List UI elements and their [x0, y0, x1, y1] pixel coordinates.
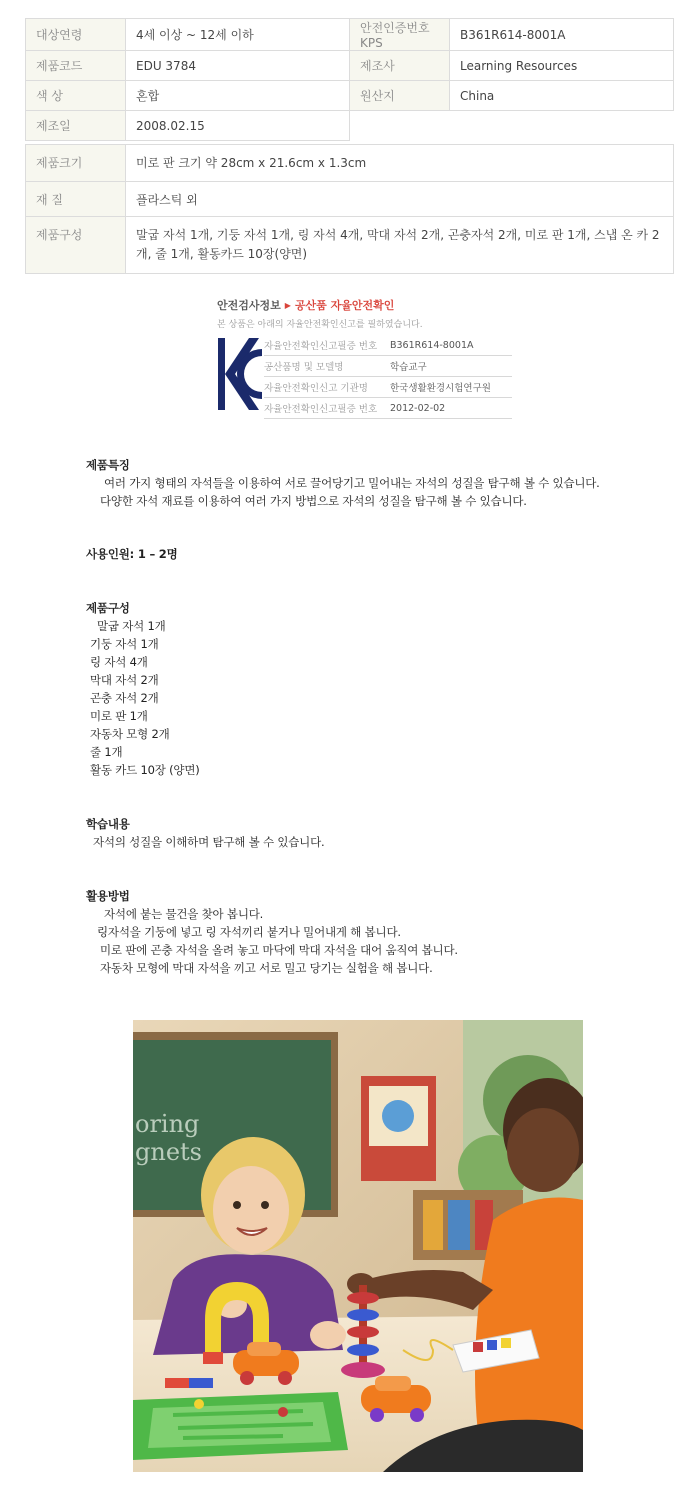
table-row: [26, 19, 674, 51]
learning-title: 학습내용: [86, 817, 130, 831]
spec-label: 제조일: [26, 111, 126, 141]
safety-info: [217, 297, 517, 422]
component-item: 말굽 자석 1개: [97, 619, 166, 633]
spec-value: China: [450, 81, 674, 111]
safety-value: 한국생활환경시험연구원: [390, 383, 491, 394]
safety-row: [264, 377, 512, 398]
spec-label: 안전인증번호KPS: [350, 19, 450, 51]
safety-value: 학습교구: [390, 362, 427, 373]
table-row: [26, 182, 674, 217]
usage-line: 자석에 붙는 물건을 찾아 봅니다.: [104, 907, 264, 921]
spec-value: B361R614-8001A: [450, 19, 674, 51]
triangle-right-icon: ▶: [284, 301, 291, 310]
table-row: [26, 145, 674, 182]
usage-line: 링자석을 기둥에 넣고 링 자석끼리 붙거나 밀어내게 해 봅니다.: [97, 925, 401, 939]
detail-label: 제품크기: [26, 145, 126, 182]
component-item: 줄 1개: [90, 745, 123, 759]
empty-cell: [350, 111, 674, 141]
component-item: 곤충 자석 2개: [90, 691, 159, 705]
table-row: [26, 51, 674, 81]
detail-value-line: 개, 줄 1개, 활동카드 10장(양면): [136, 247, 308, 261]
component-item: 미로 판 1개: [90, 709, 148, 723]
board-text: gnets: [135, 1138, 202, 1166]
safety-title: 안전검사정보: [217, 299, 281, 312]
safety-key: 자율안전확인신고필증 번호: [264, 341, 378, 352]
safety-row: [264, 356, 512, 377]
spec-value: Learning Resources: [450, 51, 674, 81]
component-item: 기둥 자석 1개: [90, 637, 159, 651]
table-row: [26, 81, 674, 111]
spec-label: 제품코드: [26, 51, 126, 81]
kc-mark-icon: [217, 337, 263, 411]
product-photo-illustration: [133, 1020, 583, 1472]
features-title: 제품특징: [86, 458, 130, 472]
product-photo: [133, 1020, 583, 1472]
detail-value: 미로 판 크기 약 28cm x 21.6cm x 1.3cm: [126, 145, 674, 182]
safety-rows: [264, 335, 512, 419]
spec-label: 색 상: [26, 81, 126, 111]
spec-value: 4세 이상 ~ 12세 이하: [126, 19, 350, 51]
feature-line: 여러 가지 형태의 자석들을 이용하여 서로 끌어당기고 밀어내는 자석의 성질을 탐구해 볼 수 있습니다.: [104, 476, 600, 490]
players-text: 사용인원: 1 – 2명: [86, 547, 178, 561]
spec-value: 2008.02.15: [126, 111, 350, 141]
detail-value-line: 말굽 자석 1개, 기둥 자석 1개, 링 자석 4개, 막대 자석 2개, 곤충자석 2개, 미로 판 1개, 스냅 온 카 2: [136, 228, 660, 242]
detail-table: [25, 144, 674, 274]
usage-line: 미로 판에 곤충 자석을 올려 놓고 마닥에 막대 자석을 대어 움직여 봅니다.: [100, 943, 458, 957]
detail-label: 재 질: [26, 182, 126, 217]
safety-key: 자율안전확인신고필증 번호: [264, 404, 378, 415]
spec-value: 혼합: [126, 81, 350, 111]
component-item: 활동 카드 10장 (양면): [90, 763, 200, 777]
safety-row: [264, 398, 512, 419]
table-row: [26, 217, 674, 274]
learning-text: 자석의 성질을 이해하며 탐구해 볼 수 있습니다.: [93, 835, 325, 849]
safety-value: 2012-02-02: [390, 402, 446, 414]
spec-value: EDU 3784: [126, 51, 350, 81]
detail-label: 제품구성: [26, 217, 126, 274]
component-item: 막대 자석 2개: [90, 673, 159, 687]
spec-label: 원산지: [350, 81, 450, 111]
spec-label: 제조사: [350, 51, 450, 81]
table-row: [26, 111, 674, 141]
board-text: oring: [135, 1110, 200, 1138]
spec-table: [25, 18, 674, 141]
feature-line: 다양한 자석 재료를 이용하여 여러 가지 방법으로 자석의 성질을 탐구해 볼 수 있습니다.: [100, 494, 527, 508]
usage-title: 활용방법: [86, 889, 130, 903]
spec-label: 대상연령: [26, 19, 126, 51]
components-title: 제품구성: [86, 601, 130, 615]
detail-value: [126, 217, 674, 274]
detail-value: 플라스틱 외: [126, 182, 674, 217]
safety-heading: [217, 297, 517, 313]
safety-key: 자율안전확인신고 기관명: [264, 383, 368, 394]
safety-row: [264, 335, 512, 356]
component-item: 링 자석 4개: [90, 655, 148, 669]
safety-title-highlight: 공산품 자율안전확인: [294, 299, 395, 312]
safety-value: B361R614-8001A: [390, 339, 474, 351]
usage-line: 자동차 모형에 막대 자석을 끼고 서로 밀고 당기는 실험을 해 봅니다.: [100, 961, 433, 975]
safety-subtitle: 본 상품은 아래의 자율안전확인신고를 필하였습니다.: [217, 320, 423, 330]
safety-key: 공산품명 및 모델명: [264, 362, 344, 373]
component-item: 자동차 모형 2개: [90, 727, 170, 741]
